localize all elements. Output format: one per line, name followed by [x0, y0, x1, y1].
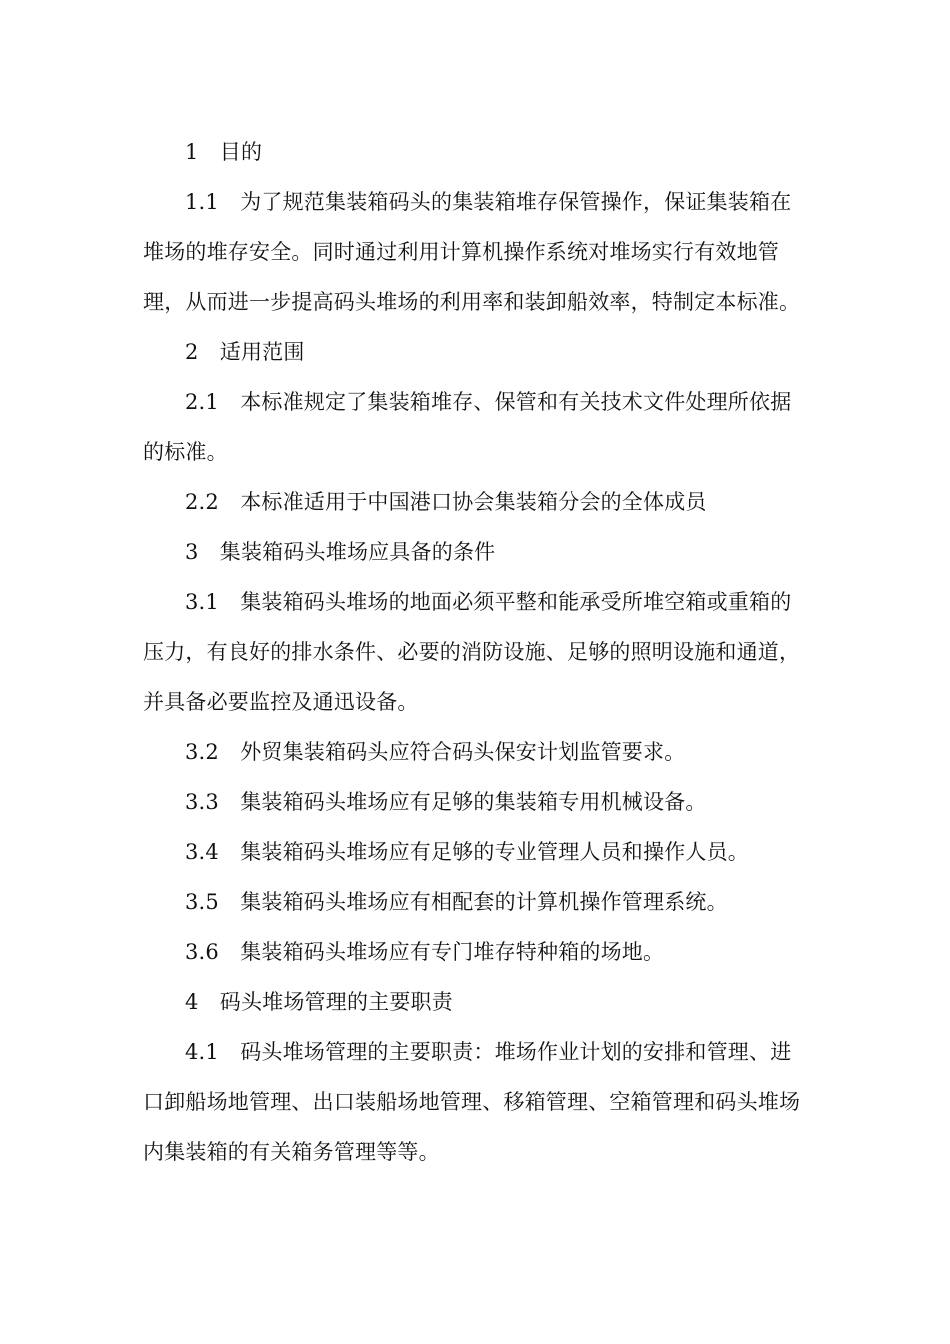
paragraph-4-1: 4.1 码头堆场管理的主要职责：堆场作业计划的安排和管理、进口卸船场地管理、出口装船场地管理、移箱管理、空箱管理和码头堆场内集装箱的有关箱务管理等等。: [143, 1040, 801, 1164]
paragraph-3-3: 3.3 集装箱码头堆场应有足够的集装箱专用机械设备。: [185, 790, 707, 814]
paragraph-2-2: 2.2 本标准适用于中国港口协会集装箱分会的全体成员: [185, 490, 707, 514]
section-heading-2: 2 适用范围: [185, 340, 305, 364]
paragraph-3-5: 3.5 集装箱码头堆场应有相配套的计算机操作管理系统。: [185, 890, 728, 914]
paragraph-1-1: 1.1 为了规范集装箱码头的集装箱堆存保管操作，保证集装箱在堆场的堆存安全。同时通过利用计算机操作系统对堆场实行有效地管理，从而进一步提高码头堆场的利用率和装卸船效率，特制定本标准。: [143, 190, 801, 314]
section-heading-3: 3 集装箱码头堆场应具备的条件: [185, 540, 496, 564]
section-heading-1: 1 目的: [185, 140, 263, 164]
paragraph-3-1: 3.1 集装箱码头堆场的地面必须平整和能承受所堆空箱或重箱的压力，有良好的排水条件、必要的消防设施、足够的照明设施和通道，并具备必要监控及通迅设备。: [143, 590, 801, 714]
section-heading-4: 4 码头堆场管理的主要职责: [185, 990, 453, 1014]
paragraph-2-1: 2.1 本标准规定了集装箱堆存、保管和有关技术文件处理所依据的标准。: [143, 390, 792, 464]
paragraph-3-6: 3.6 集装箱码头堆场应有专门堆存特种箱的场地。: [185, 940, 665, 964]
paragraph-3-4: 3.4 集装箱码头堆场应有足够的专业管理人员和操作人员。: [185, 840, 749, 864]
paragraph-3-2: 3.2 外贸集装箱码头应符合码头保安计划监管要求。: [185, 740, 686, 764]
document-body: [143, 127, 811, 1177]
